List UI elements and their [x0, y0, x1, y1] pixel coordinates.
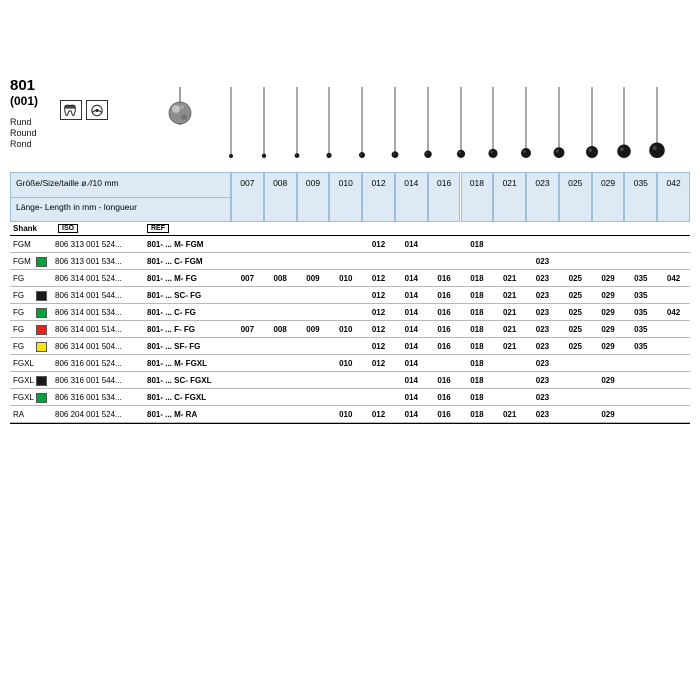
bur-illustration [345, 85, 379, 160]
row-size-value: 021 [502, 342, 517, 351]
row-ref-number: 801- ... SC- FG [147, 291, 202, 300]
row-size-value: 029 [601, 376, 615, 385]
row-size-value: 035 [634, 308, 648, 317]
table-row [10, 321, 690, 338]
row-size-value: 021 [502, 410, 517, 419]
size-header-bar [10, 172, 690, 222]
row-size-value: 023 [535, 410, 550, 419]
row-iso-number: 806 314 001 534... [55, 308, 122, 317]
shank-header-label: Shank [13, 224, 38, 233]
row-size-value: 021 [502, 291, 517, 300]
row-size-value: 035 [634, 325, 648, 334]
row-size-value: 009 [306, 325, 320, 334]
row-size-value: 018 [470, 325, 484, 334]
size-column-header: 016 [428, 172, 461, 222]
grit-color-chip [36, 376, 47, 386]
row-iso-number: 806 316 001 534... [55, 393, 122, 402]
size-column-header: 009 [297, 172, 330, 222]
row-size-value: 023 [535, 393, 550, 402]
bur-illustration [640, 85, 674, 160]
row-size-value: 023 [535, 325, 550, 334]
row-iso-number: 806 316 001 544... [55, 376, 122, 385]
bur-illustration [607, 85, 641, 160]
row-size-value: 029 [601, 308, 615, 317]
row-size-value: 025 [568, 274, 582, 283]
bur-illustration [312, 85, 346, 160]
table-row [10, 406, 690, 423]
row-size-value: 016 [437, 308, 451, 317]
table-row [10, 355, 690, 372]
row-size-value: 023 [535, 291, 550, 300]
row-ref-number: 801- ... M- FGXL [147, 359, 208, 368]
row-size-value: 018 [470, 342, 484, 351]
product-code-alt: (001) [10, 94, 39, 108]
row-ref-number: 801- ... C- FG [147, 308, 196, 317]
bur-illustration [575, 85, 609, 160]
bur-illustration [444, 85, 478, 160]
row-ref-number: 801- ... M- RA [147, 410, 198, 419]
row-size-value: 012 [371, 342, 386, 351]
shank-header-row [10, 222, 690, 236]
row-shank: FG [13, 325, 25, 334]
bur-illustration [378, 85, 412, 160]
size-column-header: 018 [461, 172, 494, 222]
row-size-value: 012 [371, 308, 386, 317]
row-shank: FGXL [13, 393, 34, 402]
table-row [10, 253, 690, 270]
row-ref-number: 801- ... SF- FG [147, 342, 201, 351]
iso-header-label: ISO [58, 224, 78, 233]
product-code: 801 [10, 77, 36, 94]
row-iso-number: 806 204 001 524... [55, 410, 122, 419]
row-shank: FG [13, 291, 25, 300]
shape-name-en: Round [10, 128, 37, 138]
row-size-value: 014 [404, 325, 418, 334]
row-size-value: 029 [601, 342, 615, 351]
row-size-value: 014 [404, 308, 418, 317]
bur-illustration-detail [160, 85, 200, 160]
bur-illustrations [160, 85, 695, 160]
row-size-value: 016 [437, 410, 451, 419]
row-size-value: 016 [437, 376, 451, 385]
row-ref-number: 801- ... M- FGM [147, 240, 204, 249]
row-size-value: 016 [437, 393, 451, 402]
row-size-value: 018 [470, 393, 484, 402]
row-iso-number: 806 314 001 514... [55, 325, 122, 334]
row-shank: FGM [13, 240, 31, 249]
row-shank: FGXL [13, 376, 34, 385]
row-size-value: 016 [437, 342, 451, 351]
table-row [10, 338, 690, 355]
size-column-header: 023 [526, 172, 559, 222]
row-ref-number: 801- ... F- FG [147, 325, 196, 334]
row-size-value: 014 [404, 274, 418, 283]
bur-illustration [280, 85, 314, 160]
row-size-value: 009 [306, 274, 320, 283]
row-size-value: 018 [470, 291, 484, 300]
row-size-value: 042 [666, 274, 681, 283]
row-size-value: 012 [371, 240, 386, 249]
row-size-value: 021 [502, 274, 517, 283]
row-size-value: 029 [601, 325, 615, 334]
row-size-value: 008 [273, 274, 287, 283]
table-row [10, 372, 690, 389]
row-size-value: 025 [568, 342, 582, 351]
row-shank: RA [13, 410, 25, 419]
row-size-value: 012 [371, 291, 386, 300]
row-size-value: 010 [339, 274, 353, 283]
bur-illustration [542, 85, 576, 160]
row-size-value: 035 [634, 274, 648, 283]
table-row [10, 287, 690, 304]
row-size-value: 014 [404, 393, 418, 402]
grit-color-chip [36, 342, 47, 352]
row-shank: FG [13, 342, 25, 351]
row-size-value: 016 [437, 325, 451, 334]
grit-color-chip [36, 291, 47, 301]
application-icons [60, 100, 108, 120]
row-size-value: 008 [273, 325, 287, 334]
size-label-line1: Größe/Size/taille ø ⁄/10 mm [16, 178, 119, 188]
size-column-header: 014 [395, 172, 428, 222]
bur-illustration [214, 85, 248, 160]
row-size-value: 018 [470, 410, 484, 419]
row-size-value: 010 [339, 410, 353, 419]
size-column-header: 012 [362, 172, 395, 222]
size-column-header: 035 [624, 172, 657, 222]
row-size-value: 021 [502, 325, 517, 334]
row-size-value: 025 [568, 308, 582, 317]
row-size-value: 010 [339, 359, 353, 368]
row-shank: FG [13, 274, 25, 283]
ref-header-label: REF [147, 224, 169, 233]
grit-color-chip [36, 308, 47, 318]
row-size-value: 023 [535, 376, 550, 385]
tooth-icon [60, 100, 82, 120]
row-size-value: 012 [371, 325, 386, 334]
grit-color-chip [36, 257, 47, 267]
row-size-value: 029 [601, 274, 615, 283]
table-row [10, 236, 690, 253]
size-header-label [10, 172, 231, 222]
row-size-value: 023 [535, 257, 550, 266]
bur-illustration [411, 85, 445, 160]
table-bottom-rule [10, 423, 690, 424]
row-ref-number: 801- ... SC- FGXL [147, 376, 212, 385]
row-size-value: 035 [634, 291, 648, 300]
size-column-header: 010 [329, 172, 362, 222]
row-iso-number: 806 314 001 524... [55, 274, 122, 283]
size-column-header: 029 [592, 172, 625, 222]
row-size-value: 018 [470, 274, 484, 283]
row-size-value: 018 [470, 308, 484, 317]
row-shank: FGM [13, 257, 31, 266]
row-size-value: 014 [404, 359, 418, 368]
bur-illustration [509, 85, 543, 160]
table-row [10, 270, 690, 287]
row-size-value: 012 [371, 359, 386, 368]
shape-name-fr: Rond [10, 139, 32, 149]
grit-color-chip [36, 393, 47, 403]
row-size-value: 023 [535, 359, 550, 368]
size-label-line2: Länge- Length in mm - longueur [16, 202, 137, 212]
row-size-value: 023 [535, 274, 550, 283]
row-size-value: 014 [404, 342, 418, 351]
row-size-value: 010 [339, 325, 353, 334]
row-shank: FG [13, 308, 25, 317]
bur-illustration [247, 85, 281, 160]
table-row [10, 389, 690, 406]
row-size-value: 018 [470, 376, 484, 385]
row-ref-number: 801- ... C- FGM [147, 257, 203, 266]
row-size-value: 018 [470, 359, 484, 368]
row-iso-number: 806 314 001 504... [55, 342, 122, 351]
row-size-value: 007 [240, 274, 255, 283]
row-size-value: 029 [601, 291, 615, 300]
row-iso-number: 806 316 001 524... [55, 359, 122, 368]
row-size-value: 014 [404, 410, 418, 419]
row-size-value: 042 [666, 308, 681, 317]
row-size-value: 012 [371, 274, 386, 283]
row-iso-number: 806 313 001 524... [55, 240, 122, 249]
row-size-value: 016 [437, 274, 451, 283]
row-size-value: 007 [240, 325, 255, 334]
row-ref-number: 801- ... M- FG [147, 274, 197, 283]
row-size-value: 014 [404, 291, 418, 300]
bur-illustration [476, 85, 510, 160]
size-column-header: 042 [657, 172, 690, 222]
shape-name-de: Rund [10, 117, 32, 127]
row-size-value: 029 [601, 410, 615, 419]
row-size-value: 035 [634, 342, 648, 351]
row-shank: FGXL [13, 359, 34, 368]
row-size-value: 025 [568, 325, 582, 334]
row-ref-number: 801- ... C- FGXL [147, 393, 207, 402]
table-row [10, 304, 690, 321]
row-size-value: 023 [535, 342, 550, 351]
row-size-value: 012 [371, 410, 386, 419]
row-iso-number: 806 314 001 544... [55, 291, 122, 300]
row-size-value: 021 [502, 308, 517, 317]
grit-color-chip [36, 325, 47, 335]
row-size-value: 014 [404, 376, 418, 385]
row-size-value: 018 [470, 240, 484, 249]
row-size-value: 023 [535, 308, 550, 317]
size-column-header: 025 [559, 172, 592, 222]
handpiece-icon [86, 100, 108, 120]
row-size-value: 014 [404, 240, 418, 249]
size-column-header: 021 [493, 172, 526, 222]
row-size-value: 025 [568, 291, 582, 300]
size-column-header: 007 [231, 172, 264, 222]
size-column-header: 008 [264, 172, 297, 222]
row-size-value: 016 [437, 291, 451, 300]
row-iso-number: 806 313 001 534... [55, 257, 122, 266]
